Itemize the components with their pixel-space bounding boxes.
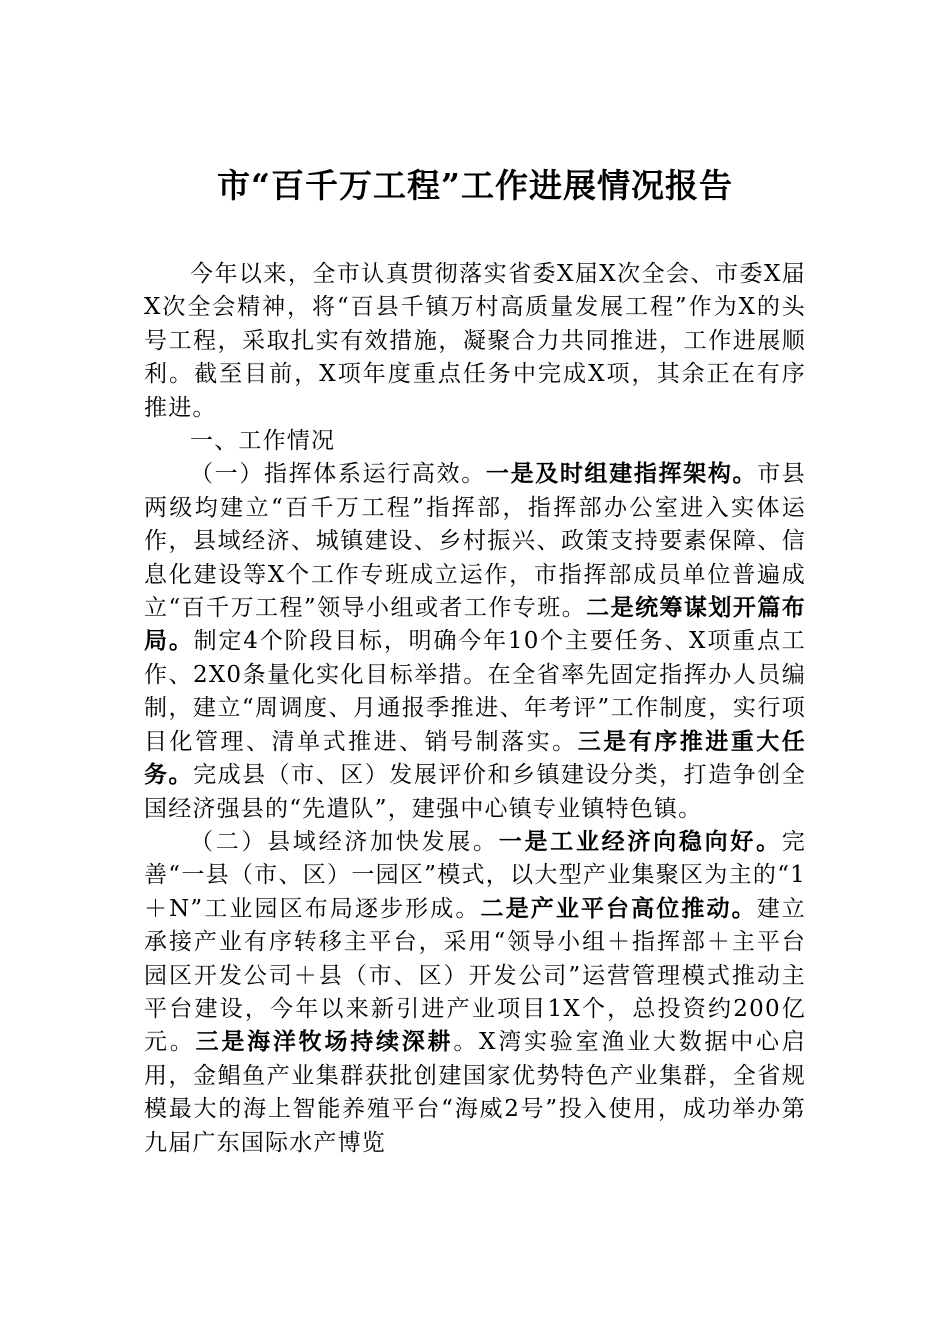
point-text: 建立承接产业有序转移主平台，采用“领导小组＋指挥部＋主平台园区开发公司＋县（市、区）开发公司”运营管理模式推动主平台建设，今年以来新引进产业项目1X个，总投资约200亿元。	[144, 895, 807, 1056]
point-title: 三是有序推进重大任务。	[144, 728, 806, 789]
point-text: 完善“一县（市、区）一园区”模式，以大型产业集聚区为主的“1＋N”工业园区布局逐步形成。	[144, 828, 806, 922]
point-title: 三是海洋牧场持续深耕	[195, 1029, 454, 1056]
subsection-command-system	[144, 458, 806, 825]
point-title: 一是工业经济向稳向好。	[498, 828, 782, 855]
subsection-county-economy	[144, 826, 806, 1160]
point-title: 二是统筹谋划开篇布局。	[144, 595, 806, 655]
point-title: 一是及时组建指挥架构。	[485, 461, 758, 488]
document-body	[144, 258, 806, 1160]
point-text: 市县两级均建立“百千万工程”指挥部，指挥部办公室进入实体运作，县域经济、城镇建设、乡村振兴、政策支持要素保障、信息化建设等X个工作专班成立运作，市指挥部成员单位普遍成立“百千万工程”领导小组或者工作专班。	[144, 461, 806, 622]
point-text: 。X湾实验室渔业大数据中心启用，金鲳鱼产业集群获批创建国家优势特色产业集群，全省规模最大的海上智能养殖平台“海威2号”投入使用，成功举办第九届广东国际水产博览	[144, 1029, 806, 1156]
point-text: 完成县（市、区）发展评价和乡镇建设分类，打造争创全国经济强县的“先遣队”，建强中心镇专业镇特色镇。	[144, 762, 806, 822]
section-heading-work-status: 一、工作情况	[190, 428, 336, 455]
subsection-lead: （二）县域经济加快发展。	[190, 828, 499, 855]
point-title: 二是产业平台高位推动。	[480, 895, 757, 922]
point-text: 制定4个阶段目标，明确今年10个主要任务、X项重点工作、2X0条量化实化目标举措。在全省率先固定指挥办人员编制，建立“周调度、月通报季推进、年考评”工作制度，实行项目化管理、清单式推进、销号制落实。	[144, 628, 806, 755]
intro-paragraph: 今年以来，全市认真贯彻落实省委X届X次全会、市委X届X次全会精神，将“百县千镇万村高质量发展工程”作为X的头号工程，采取扎实有效措施，凝聚合力共同推进，工作进展顺利。截至目前，X项年度重点任务中完成X项，其余正在有序推进。	[144, 261, 806, 421]
subsection-lead: （一）指挥体系运行高效。	[190, 461, 486, 488]
document-title: 市“百千万工程”工作进展情况报告	[217, 166, 733, 205]
